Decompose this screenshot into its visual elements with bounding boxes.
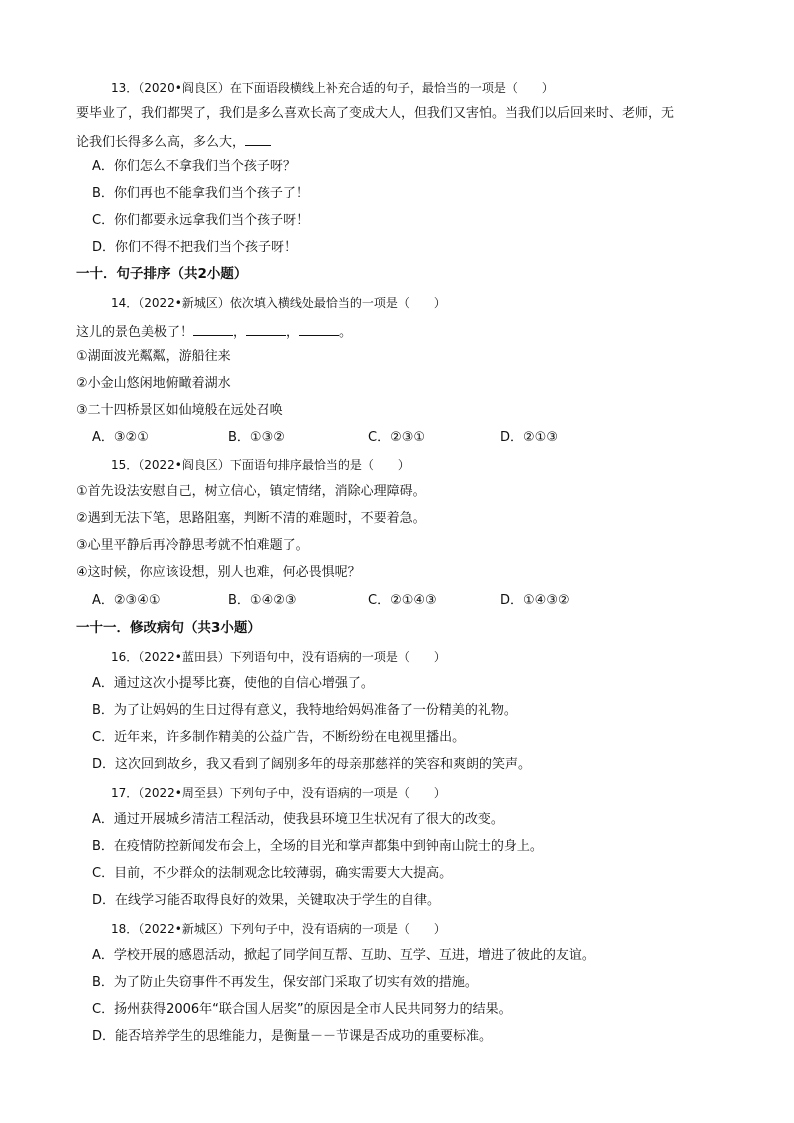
q14-option-d: D．②①③ <box>500 430 558 445</box>
q13-passage-text: 论我们长得多么高，多么大， <box>76 135 246 150</box>
q14-separator-3: 。 <box>339 325 353 340</box>
q15-item-4: ④这时候，你应该设想，别人也难，何必畏惧呢？ <box>76 565 361 580</box>
q13-passage-line1: 要毕业了，我们都哭了，我们是多么喜欢长高了变成大人，但我们又害怕。当我们以后回来时、老师，无 <box>76 106 675 121</box>
q14-item-1: ①湖面波光粼粼，游船往来 <box>76 349 231 364</box>
q15-item-3: ③心里平静后再冷静思考就不怕难题了。 <box>76 538 309 553</box>
q14-item-2: ②小金山悠闲地俯瞰着湖水 <box>76 376 231 391</box>
q15-option-d: D．①④③② <box>500 593 570 608</box>
q15-stem: 15．（2022•阎良区）下面语句排序最恰当的是（ ） <box>111 458 410 472</box>
q15-options-row <box>92 592 732 610</box>
q17-option-b: B．在疫情防控新闻发布会上，全场的目光和掌声都集中到钟南山院士的身上。 <box>92 839 543 854</box>
q18-stem: 18．（2022•新城区）下列句子中，没有语病的一项是（ ） <box>111 922 446 936</box>
q13-answer-blank <box>245 131 271 146</box>
q14-option-c: C．②③① <box>368 430 426 445</box>
q16-option-d: D．这次回到故乡，我又看到了阔别多年的母亲那慈祥的笑容和爽朗的笑声。 <box>92 757 532 772</box>
q14-blank-3 <box>299 321 339 336</box>
q15-item-1: ①首先设法安慰自己，树立信心，镇定情绪，消除心理障碍。 <box>76 484 426 499</box>
q13-option-d: D．你们不得不把我们当个孩子呀！ <box>92 240 298 255</box>
q13-option-b: B．你们再也不能拿我们当个孩子了！ <box>92 186 309 201</box>
q15-option-c: C．②①④③ <box>368 593 437 608</box>
q13-stem: 13．（2020•阎良区）在下面语段横线上补充合适的句子，最恰当的一项是（ ） <box>111 81 554 95</box>
q18-option-c: C．扬州获得2006年“联合国人居奖”的原因是全市人民共同努力的结果。 <box>92 1002 512 1017</box>
q13-option-c: C．你们都要永远拿我们当个孩子呀！ <box>92 213 310 228</box>
q16-stem: 16．（2022•蓝田县）下列语句中，没有语病的一项是（ ） <box>111 650 446 664</box>
q14-passage <box>76 321 352 342</box>
q14-stem: 14．（2022•新城区）依次填入横线处最恰当的一项是（ ） <box>111 296 446 310</box>
q17-option-a: A．通过开展城乡清洁工程活动，使我县环境卫生状况有了很大的改变。 <box>92 812 504 827</box>
q14-blank-2 <box>246 321 286 336</box>
q13-passage-line2 <box>76 131 271 152</box>
q18-option-a: A．学校开展的感恩活动，掀起了同学间互帮、互助、互学、互进，增进了彼此的友谊。 <box>92 948 595 963</box>
q17-option-d: D．在线学习能否取得良好的效果，关键取决于学生的自律。 <box>92 893 441 908</box>
q13-option-a: A．你们怎么不拿我们当个孩子呀？ <box>92 159 296 174</box>
section-11-heading: 一十一．修改病句（共3小题） <box>76 620 261 636</box>
q14-blank-1 <box>193 321 233 336</box>
q14-item-3: ③二十四桥景区如仙境般在远处召唤 <box>76 403 283 418</box>
q16-option-b: B．为了让妈妈的生日过得有意义，我特地给妈妈准备了一份精美的礼物。 <box>92 703 517 718</box>
q14-options-row <box>92 429 732 447</box>
q15-item-2: ②遇到无法下笔，思路阻塞，判断不清的难题时，不要着急。 <box>76 511 426 526</box>
section-10-heading: 一十．句子排序（共2小题） <box>76 266 248 282</box>
q18-option-d: D．能否培养学生的思维能力，是衡量－－节课是否成功的重要标准。 <box>92 1029 493 1044</box>
q18-option-b: B．为了防止失窃事件不再发生，保安部门采取了切实有效的措施。 <box>92 975 478 990</box>
q14-option-a: A．③②① <box>92 430 149 445</box>
q14-passage-text: 这儿的景色美极了！ <box>76 325 194 340</box>
q14-option-b: B．①③② <box>228 430 285 445</box>
q15-option-b: B．①④②③ <box>228 593 297 608</box>
q17-stem: 17．（2022•周至县）下列句子中，没有语病的一项是（ ） <box>111 786 446 800</box>
q16-option-a: A．通过这次小提琴比赛，使他的自信心增强了。 <box>92 676 374 691</box>
q16-option-c: C．近年来，许多制作精美的公益广告，不断纷纷在电视里播出。 <box>92 730 466 745</box>
q17-option-c: C．目前，不少群众的法制观念比较薄弱，确实需要大大提高。 <box>92 866 453 881</box>
q15-option-a: A．②③④① <box>92 593 161 608</box>
q14-separator-2: ， <box>286 325 300 340</box>
q14-separator-1: ， <box>233 325 247 340</box>
